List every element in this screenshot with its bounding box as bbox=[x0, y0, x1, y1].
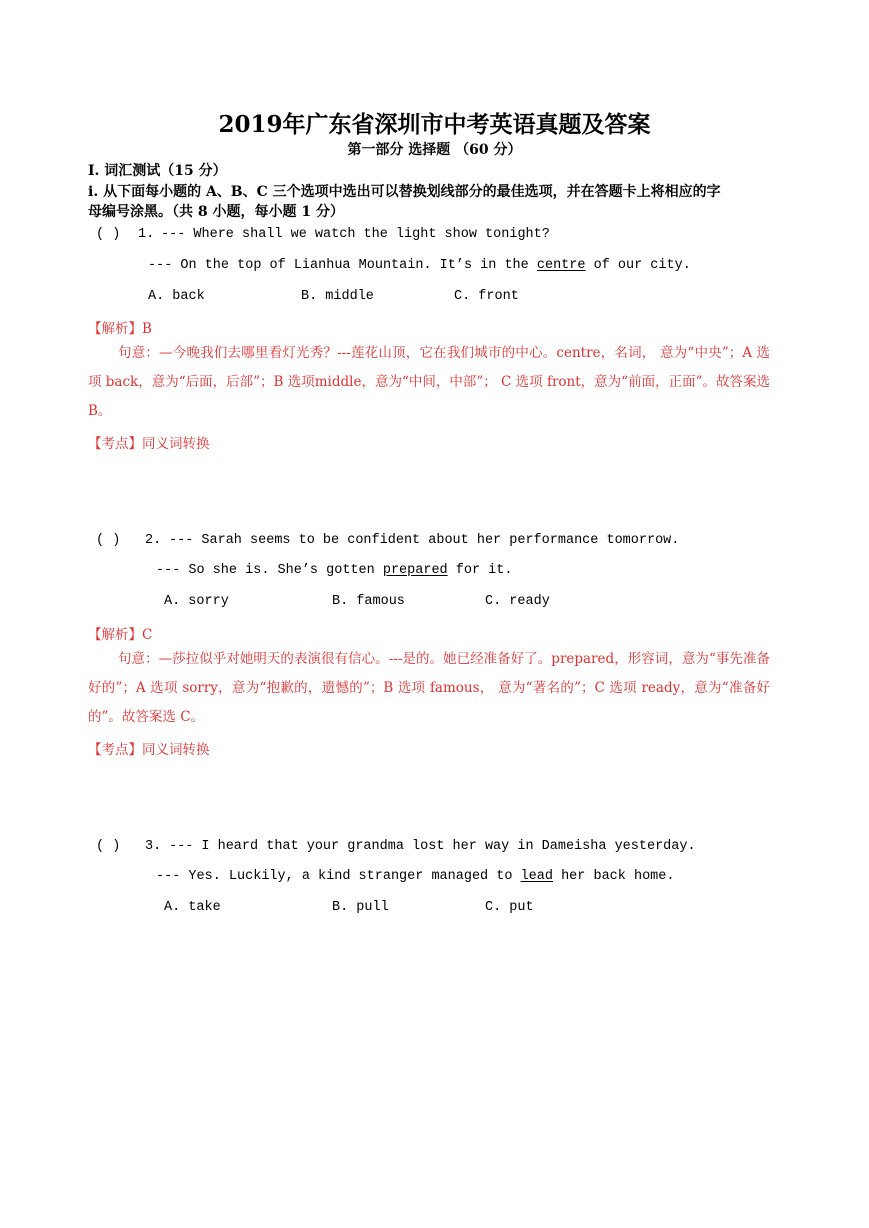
question-line-2: --- So she is. She’s gotten prepared for it. bbox=[156, 563, 513, 578]
analysis-label: 【解析】B bbox=[88, 321, 152, 337]
document-title: 2019年广东省深圳市中考英语真题及答案 bbox=[218, 111, 651, 138]
underlined-word: lead bbox=[520, 869, 553, 884]
option-a: A. sorry bbox=[164, 594, 229, 609]
underlined-word: centre bbox=[536, 258, 586, 273]
question-number: 3. bbox=[145, 839, 162, 854]
section-heading: I. 词汇测试（15 分） bbox=[88, 163, 227, 179]
question-line-2: --- Yes. Luckily, a kind stranger managed to lead her back home. bbox=[156, 869, 675, 884]
option-a: A. take bbox=[164, 900, 221, 915]
question-line-1: --- Sarah seems to be confident about her performance tomorrow. bbox=[169, 533, 680, 548]
question-line-1: --- Where shall we watch the light show tonight? bbox=[161, 227, 550, 242]
option-b: B. famous bbox=[332, 594, 405, 609]
option-b: B. middle bbox=[301, 289, 374, 304]
point-label: 【考点】同义词转换 bbox=[88, 436, 210, 452]
analysis-label: 【解析】C bbox=[88, 627, 153, 643]
option-b: B. pull bbox=[332, 900, 389, 915]
option-c: C. front bbox=[454, 289, 519, 304]
option-c: C. ready bbox=[485, 594, 550, 609]
instruction-line-1: i. 从下面每小题的 A、B、C 三个选项中选出可以替换划线部分的最佳选项，并在答题卡上将相应的字 bbox=[88, 184, 721, 200]
option-c: C. put bbox=[485, 900, 534, 915]
question-line-1: --- I heard that your grandma lost her way in Dameisha yesterday. bbox=[169, 839, 696, 854]
underlined-word: prepared bbox=[382, 563, 448, 578]
part-heading: 第一部分 选择题 （60 分） bbox=[347, 142, 522, 158]
answer-blank[interactable]: ( ) bbox=[96, 533, 121, 548]
option-a: A. back bbox=[148, 289, 205, 304]
analysis-text: 句意：—莎拉似乎对她明天的表演很有信心。---是的。她已经准备好了。prepared，形容词，意为“事先准备好的”；A 选项 sorry，意为“抱歉的，遗憾的”；B 选项 famous， 意为“著名的”；C 选项 ready，意为“准备好的”。故答案选 C。 bbox=[88, 651, 770, 725]
question-line-2: --- On the top of Lianhua Mountain. It’s in the centre of our city. bbox=[148, 258, 691, 273]
answer-blank[interactable]: ( ) bbox=[96, 839, 121, 854]
question-number: 2. bbox=[145, 533, 162, 548]
analysis-text: 句意：—今晚我们去哪里看灯光秀？---莲花山顶，它在我们城市的中心。centre，名词， 意为“中央”；A 选项 back，意为“后面，后部”；B 选项middle，意为“中间，中部”； C 选项 front，意为“前面，正面”。故答案选 B。 bbox=[88, 345, 770, 419]
answer-blank[interactable]: ( ) bbox=[96, 227, 121, 242]
point-label: 【考点】同义词转换 bbox=[88, 742, 210, 758]
question-number: 1. bbox=[138, 227, 155, 242]
instruction-line-2: 母编号涂黑。（共 8 小题，每小题 1 分） bbox=[88, 204, 344, 220]
